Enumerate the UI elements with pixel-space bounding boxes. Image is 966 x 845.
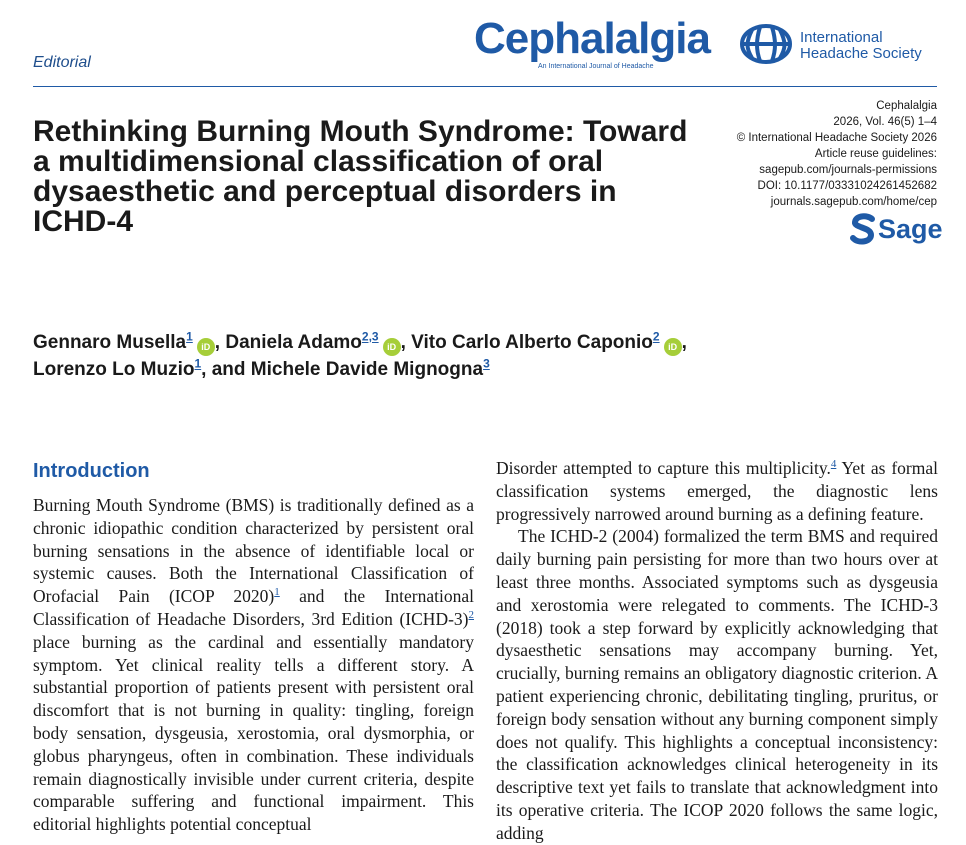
affiliation-link[interactable]: 2,3 <box>361 329 379 344</box>
author-separator: , and <box>201 359 251 380</box>
journal-name: Cephalalgia <box>474 14 710 63</box>
continued-paragraph <box>496 457 938 525</box>
affiliation-link[interactable]: 1 <box>194 356 202 371</box>
article-meta <box>737 98 937 210</box>
orcid-icon[interactable]: iD <box>664 338 682 356</box>
meta-homepage-link[interactable]: journals.sagepub.com/home/cep <box>770 196 937 208</box>
header-divider <box>33 86 937 87</box>
reference-link[interactable]: 2 <box>468 609 474 622</box>
ihs-globe-icon <box>736 22 796 66</box>
author-name: Daniela Adamo <box>225 332 362 353</box>
body-column-left <box>33 494 474 835</box>
author-name: Gennaro Musella <box>33 332 187 353</box>
body-paragraph: The ICHD-2 (2004) formalized the term BMS and required daily burning pain persisting for more than two hours over at least three months. Associated symptoms such as dysgeusia and xerostomia were relegated to comments. The ICHD-3 (2018) took a step forward by explicitly acknowledging that dysaesthetic sensations may accompany burning. Yet, crucially, burning remains an obligatory diagnostic criterion. A patient experiencing chronic, debilitating tingling, pruritus, or foreign body sensation without any burning component simply does not qualify. This highlights a conceptual inconsistency: the classification acknowledges clinical heterogeneity in its descriptive text yet fails to translate that acknowledgment into its operative criteria. The ICOP 2020 follows the same logic, adding <box>496 526 938 843</box>
body-text: place burning as the cardinal and essentially mandatory symptom. Yet clinical reality tells a different story. A substantial proportion of patients present with persistent oral discomfort that is not burning in quality: tingling, foreign body sensation, dysgeusia, xerostomia, oral dysmorphia, or globus pharyngeus, often in combination. These individuals remain diagnostically invisible under current criteria, despite comparable suffering and functional impairment. This editorial highlights potential conceptual <box>33 631 474 835</box>
journal-logo[interactable] <box>474 14 720 80</box>
orcid-icon[interactable]: iD <box>197 338 215 356</box>
article-type-label: Editorial <box>33 54 91 71</box>
intro-paragraph <box>33 494 474 836</box>
section-heading-introduction: Introduction <box>33 460 150 482</box>
publisher-name: Sage <box>878 214 943 244</box>
meta-journal: Cephalalgia <box>876 100 937 112</box>
author-separator: , <box>214 332 226 353</box>
body-text: Yet as formal classification systems emerged, the diagnostic lens progressively narrowed around burning as a defining feature. <box>496 458 938 524</box>
affiliation-link[interactable]: 1 <box>186 329 193 344</box>
journal-subtitle: An International Journal of Headache <box>538 63 654 70</box>
body-text: and the International Classification of Headache Disorders, 3rd Edition (ICHD-3) <box>33 586 474 629</box>
orcid-icon[interactable]: iD <box>383 338 401 356</box>
author-name: Lorenzo Lo Muzio <box>33 359 195 380</box>
author-list <box>33 329 913 383</box>
author-separator: , <box>400 332 412 353</box>
body-text: Burning Mouth Syndrome (BMS) is traditionally defined as a chronic idiopathic condition characterized by persistent oral burning sensations in the absence of identifiable local or systemic causes. Both the International Classification of Orofacial Pain (ICOP 2020) <box>33 495 474 607</box>
society-name-line2: Headache Society <box>800 45 922 62</box>
meta-volume: 2026, Vol. 46(5) 1–4 <box>833 116 937 128</box>
meta-copyright: © International Headache Society 2026 <box>736 132 937 144</box>
meta-reuse-label: Article reuse guidelines: <box>814 148 937 160</box>
article-title: Rethinking Burning Mouth Syndrome: Toward a multidimensional classification of oral dysaesthetic and perceptual disorders in ICHD-4 <box>33 115 688 238</box>
body-text: Disorder attempted to capture this multiplicity. <box>496 458 831 478</box>
body-column-right <box>496 457 938 843</box>
sage-logo[interactable] <box>848 213 943 245</box>
author-separator: , <box>681 332 687 353</box>
author-name: Michele Davide Mignogna <box>250 359 484 380</box>
sage-s-icon <box>850 213 876 245</box>
society-name-line1: International <box>800 29 883 46</box>
reference-link[interactable]: 4 <box>830 458 837 471</box>
affiliation-link[interactable]: 2 <box>652 329 660 344</box>
affiliation-link[interactable]: 3 <box>483 356 490 371</box>
author-name: Vito Carlo Alberto Caponio <box>411 332 653 353</box>
society-name <box>800 30 922 62</box>
meta-doi[interactable]: DOI: 10.1177/03331024261452682 <box>757 180 937 192</box>
reference-link[interactable]: 1 <box>274 586 280 599</box>
meta-reuse-link[interactable]: sagepub.com/journals-permissions <box>759 164 937 176</box>
